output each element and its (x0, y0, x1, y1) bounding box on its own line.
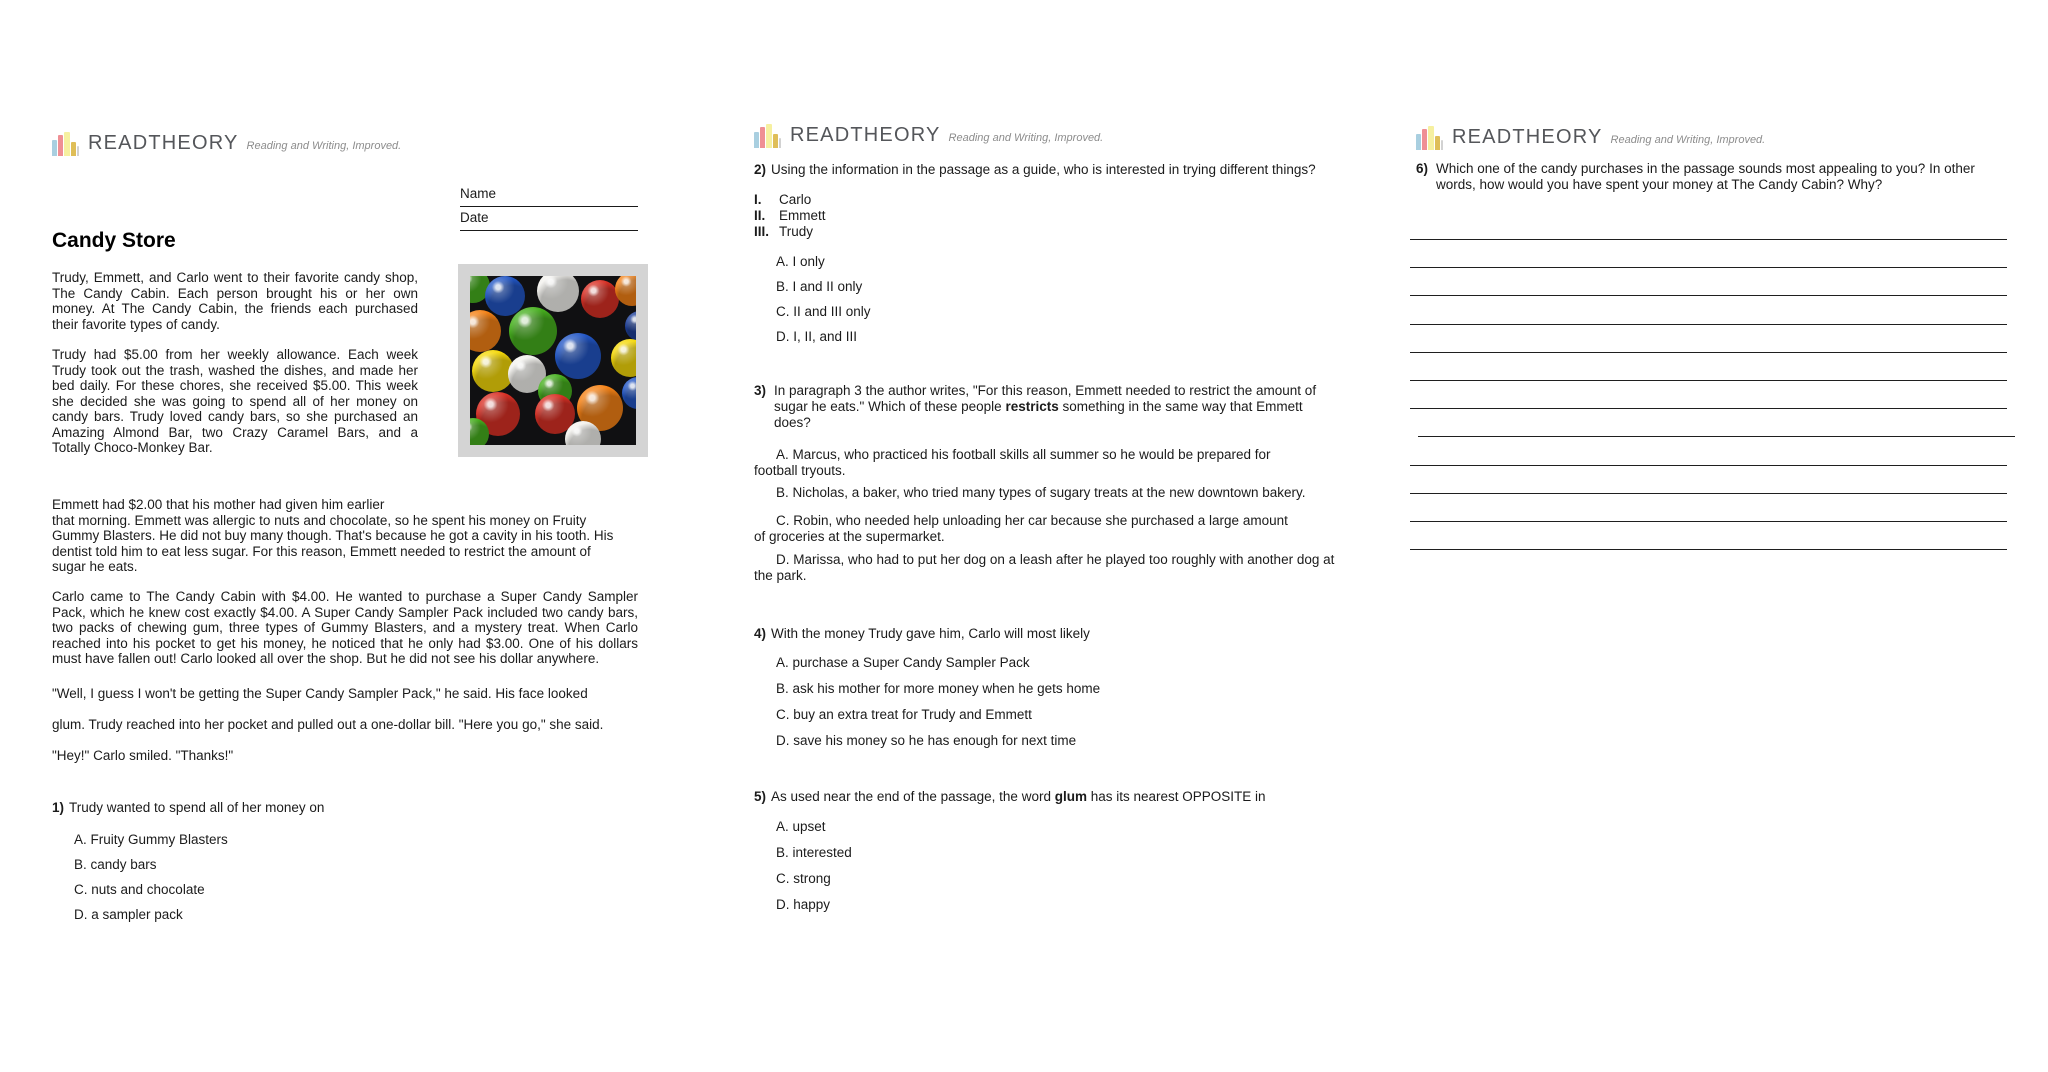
option: C. II and III only (776, 304, 871, 319)
text-line: two packs of chewing gum, three types of Gummy Blasters, and a mystery treat. When Carlo (52, 620, 638, 635)
option: B. I and II only (776, 279, 863, 294)
question-number: 6) (1416, 161, 1429, 176)
option-line: of groceries at the supermarket. (754, 528, 945, 544)
answer-line[interactable] (1410, 521, 2007, 522)
question-number: 4) (754, 626, 767, 641)
roman-numeral: II. (754, 208, 766, 223)
option-line: the park. (754, 567, 807, 583)
answer-line[interactable] (1410, 380, 2007, 381)
option: D. a sampler pack (74, 907, 183, 922)
question-text: As used near the end of the passage, the word (771, 789, 1055, 804)
answer-line[interactable] (1410, 295, 2007, 296)
answer-line[interactable] (1410, 465, 2007, 466)
text-line: Carlo came to The Candy Cabin with $4.00. He wanted to purchase a Super Candy Sampler (52, 589, 638, 604)
option: C. strong (776, 871, 831, 886)
date-label: Date (460, 210, 489, 225)
option-line: A. Marcus, who practiced his football skills all summer so he would be prepared for (776, 447, 1271, 462)
answer-line[interactable] (1410, 493, 2007, 494)
brand-wordmark: READTHEORY (790, 124, 941, 146)
option: C. nuts and chocolate (74, 882, 205, 897)
question-number: 2) (754, 162, 767, 177)
option-line: C. Robin, who needed help unloading her car because she purchased a large amount (776, 513, 1288, 528)
brand-tagline: Reading and Writing, Improved. (246, 140, 402, 152)
question-number: 5) (754, 789, 767, 804)
option: A. Fruity Gummy Blasters (74, 832, 228, 847)
name-label: Name (460, 186, 497, 201)
text-line: candy bars. Trudy loved candy bars, so she purchased an (52, 409, 418, 424)
option: A. I only (776, 254, 825, 269)
option-line: B. Nicholas, a baker, who tried many types of sugary treats at the new downtown bakery. (776, 485, 1306, 500)
answer-line[interactable] (1410, 352, 2007, 353)
text-line: Amazing Almond Bar, two Crazy Caramel Bars, and a (52, 424, 418, 440)
text-line: Trudy took out the trash, washed the dishes, and made her (52, 362, 418, 378)
question-text: Which one of the candy purchases in the passage sounds most appealing to you? In other (1436, 161, 1975, 176)
roman-numeral: III. (754, 224, 770, 239)
option: D. happy (776, 897, 831, 912)
answer-line[interactable] (1418, 436, 2015, 437)
option: B. interested (776, 845, 852, 860)
text-line: bed daily. For these chores, she received $5.00. This week (52, 378, 418, 393)
roman-numeral: I. (754, 192, 762, 207)
question-number: 3) (754, 383, 767, 398)
text-line: she decided she was going to spend all of her money on (52, 393, 418, 409)
quote-line: glum. Trudy reached into her pocket and pulled out a one-dollar bill. "Here you go," she said. (52, 717, 604, 732)
text-line: The Candy Cabin. Each person brought his or her own (52, 285, 418, 301)
brand-wordmark: READTHEORY (1452, 126, 1603, 148)
option: D. save his money so he has enough for next time (776, 733, 1077, 748)
question-text: words, how would you have spent your money at The Candy Cabin? Why? (1436, 176, 1883, 192)
bold-word: glum (1054, 789, 1087, 804)
list-item-name: Trudy (779, 224, 814, 239)
question-text: has its nearest OPPOSITE in (1086, 789, 1266, 804)
option-line: football tryouts. (754, 462, 846, 478)
text-line: Trudy, Emmett, and Carlo went to their favorite candy shop, (52, 270, 418, 285)
option: B. candy bars (74, 857, 157, 872)
option: A. upset (776, 819, 826, 834)
brand-tagline: Reading and Writing, Improved. (1610, 134, 1766, 146)
list-item-name: Emmett (779, 208, 826, 223)
text-line: Trudy had $5.00 from her weekly allowance. Each week (52, 347, 418, 362)
text-line: Emmett had $2.00 that his mother had given him earlier (52, 497, 385, 512)
answer-line[interactable] (1410, 239, 2007, 240)
brand-tagline: Reading and Writing, Improved. (948, 132, 1104, 144)
answer-line[interactable] (1410, 267, 2007, 268)
option: A. purchase a Super Candy Sampler Pack (776, 655, 1030, 670)
question-text: does? (774, 415, 811, 430)
answer-line[interactable] (1410, 408, 2007, 409)
passage-title: Candy Store (52, 229, 176, 252)
question-text: Using the information in the passage as a guide, who is interested in trying different things? (771, 162, 1316, 177)
question-text: Trudy wanted to spend all of her money on (69, 800, 325, 815)
text-line: Pack, which he knew cost exactly $4.00. A Super Candy Sampler Pack included two candy bars, (52, 604, 638, 620)
quote-line: "Well, I guess I won't be getting the Super Candy Sampler Pack," he said. His face looked (52, 686, 588, 701)
option: C. buy an extra treat for Trudy and Emmett (776, 707, 1032, 722)
text-line: money. At The Candy Cabin, the friends each purchased (52, 301, 418, 316)
text-line: that morning. Emmett was allergic to nuts and chocolate, so he spent his money on Fruity (52, 512, 587, 528)
text-line: sugar he eats. (52, 559, 138, 574)
question-number: 1) (52, 800, 65, 815)
question-text: something in the same way that Emmett (1058, 399, 1303, 414)
text-line: dentist told him to eat less sugar. For this reason, Emmett needed to restrict the amount of (52, 543, 591, 559)
quote-line: "Hey!" Carlo smiled. "Thanks!" (52, 748, 234, 763)
question-text: In paragraph 3 the author writes, "For this reason, Emmett needed to restrict the amount of (774, 383, 1317, 398)
text-line: Totally Choco-Monkey Bar. (52, 440, 213, 455)
text-line: must have fallen out! Carlo looked all over the shop. But he did not see his dollar anywhere. (52, 651, 600, 666)
question-text: With the money Trudy gave him, Carlo will most likely (771, 626, 1090, 641)
option: B. ask his mother for more money when he gets home (776, 681, 1101, 696)
answer-line[interactable] (1410, 324, 2007, 325)
question-text: sugar he eats." Which of these people (774, 399, 1006, 414)
option: D. I, II, and III (776, 329, 858, 344)
list-item-name: Carlo (779, 192, 812, 207)
answer-line[interactable] (1410, 549, 2007, 550)
brand-wordmark: READTHEORY (88, 132, 239, 154)
text-line: their favorite types of candy. (52, 316, 220, 332)
bold-word: restricts (1005, 399, 1059, 414)
text-line: Gummy Blasters. He did not buy many though. That's because he got a cavity in his tooth. His (52, 528, 614, 543)
option-line: D. Marissa, who had to put her dog on a leash after he played too roughly with another dog at (776, 552, 1335, 567)
text-line: reached into his pocket to get his money, he noticed that he only had $3.00. One of his dollars (52, 635, 638, 651)
